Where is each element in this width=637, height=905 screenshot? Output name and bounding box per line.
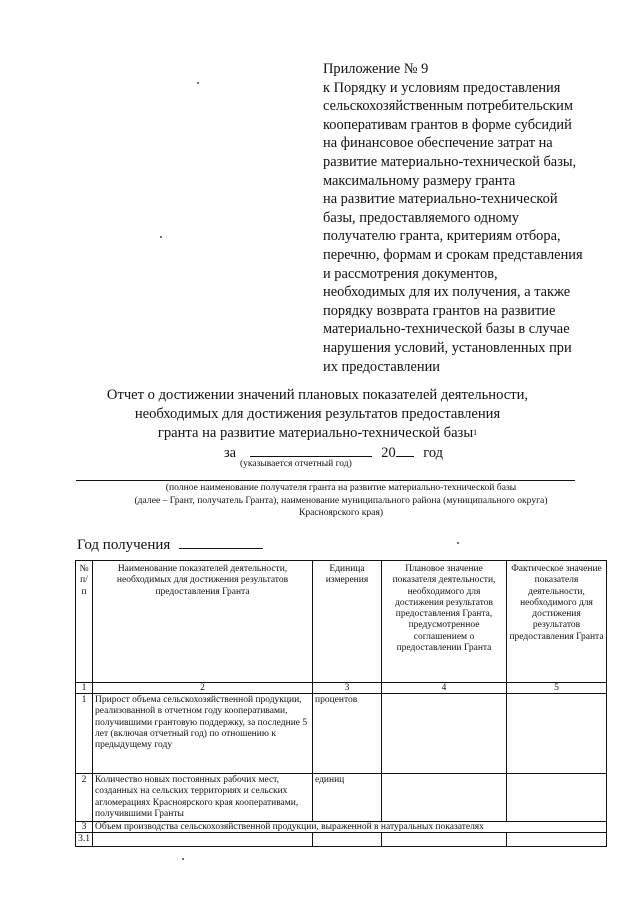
appendix-line: развитие материально-технической базы, [323, 153, 577, 170]
header-name: Наименование показателей деятельности, необходимых для достижения результатов предоставления Гранта [93, 561, 313, 683]
appendix-line: кооперативам грантов в форме субсидий [323, 116, 572, 133]
period-blank-field[interactable] [250, 442, 372, 457]
col-number: 3 [313, 683, 382, 694]
period-note: (указывается отчетный год) [240, 459, 352, 469]
for-label: за [224, 445, 237, 461]
col-number: 1 [76, 683, 93, 694]
row-name: Количество новых постоянных рабочих мест, созданных на сельских территориях и сельских агломерациях Красноярского края кооперативами, получившими Гранты [93, 774, 313, 822]
appendix-line: нарушения условий, установленных при [323, 339, 572, 356]
col-number: 4 [382, 683, 507, 694]
row-num: 2 [76, 774, 93, 822]
header-unit: Единица измерения [313, 561, 382, 683]
year-suffix: год [423, 445, 443, 461]
header-plan: Плановое значение показателя деятельности, необходимого для достижения результатов предоставления Гранта, предусмотренное соглашением о предоставлении Гранта [382, 561, 507, 683]
scan-speck [182, 858, 184, 860]
row-plan-cell[interactable] [382, 774, 507, 822]
row-unit: процентов [313, 694, 382, 774]
scan-speck [457, 542, 459, 544]
section-title: Объем производства сельскохозяйственной продукции, выраженной в натуральных показателях [93, 822, 607, 833]
indicators-table [75, 560, 607, 847]
report-title-line-last [60, 424, 575, 443]
appendix-line: сельскохозяйственным потребительским [323, 98, 573, 115]
scan-speck [197, 82, 199, 84]
appendix-line: к Порядку и условиям предоставления [323, 79, 561, 96]
year-received-label: Год получения [77, 537, 171, 553]
report-title [60, 386, 575, 443]
row-fact-cell[interactable] [507, 833, 607, 847]
recipient-note-line: Красноярского края) [298, 507, 384, 519]
appendix-line: на финансовое обеспечение затрат на [323, 135, 553, 152]
appendix-line: материально-технической базы в случае [323, 321, 570, 338]
footnote-mark: 1 [473, 428, 478, 437]
appendix-line: на развитие материально-технической [323, 191, 558, 208]
row-name-cell[interactable] [93, 833, 313, 847]
report-title-line: Отчет о достижении значений плановых показателей деятельности, [106, 387, 529, 403]
appendix-title: Приложение № 9 [323, 61, 429, 77]
table-section-row [76, 822, 607, 833]
scan-speck [160, 236, 162, 238]
year-blank-field[interactable] [396, 442, 414, 457]
year-received-row [77, 534, 263, 554]
table-row [76, 694, 607, 774]
recipient-note [76, 482, 606, 520]
appendix-line: порядку возврата грантов на развитие [323, 302, 556, 319]
row-fact-cell[interactable] [507, 774, 607, 822]
col-number: 2 [93, 683, 313, 694]
appendix-line: и рассмотрения документов, [323, 265, 498, 282]
recipient-note-line: (далее – Грант, получатель Гранта), наименование муниципального района (муниципального округа) [134, 494, 548, 506]
column-number-row [76, 683, 607, 694]
report-title-line: необходимых для достижения результатов предоставления [134, 406, 501, 422]
table-row [76, 833, 607, 847]
appendix-line: необходимых для их получения, а также [323, 284, 571, 301]
appendix-line: максимальному размеру гранта [323, 172, 516, 189]
table-header-row [76, 561, 607, 683]
appendix-block [323, 60, 623, 376]
row-num: 3.1 [76, 833, 93, 847]
header-fact: Фактическое значение показателя деятельности, необходимого для достижения результатов предоставления Гранта [507, 561, 607, 683]
header-num: № п/п [76, 561, 93, 683]
row-name: Прирост объема сельскохозяйственной продукции, реализованной в отчетном году кооперативами, получившими грантовую поддержку, за последние 5 лет (включая отчетный год) по отношению к предыдущему году [93, 694, 313, 774]
row-num: 1 [76, 694, 93, 774]
report-title-text: гранта на развитие материально-технической базы [157, 425, 474, 441]
year-received-field[interactable] [179, 534, 263, 549]
appendix-line: их предоставлении [323, 358, 440, 375]
row-plan-cell[interactable] [382, 694, 507, 774]
row-fact-cell[interactable] [507, 694, 607, 774]
year-prefix: 20 [381, 445, 396, 461]
appendix-line: получателю гранта, критериям отбора, [323, 228, 561, 245]
appendix-line: базы, предоставляемого одному [323, 209, 519, 226]
appendix-line: перечню, формам и срокам представления [323, 246, 583, 263]
recipient-name-blank-line[interactable] [76, 480, 575, 481]
row-unit: единиц [313, 774, 382, 822]
col-number: 5 [507, 683, 607, 694]
row-unit-cell[interactable] [313, 833, 382, 847]
row-plan-cell[interactable] [382, 833, 507, 847]
row-num: 3 [76, 822, 93, 833]
recipient-note-line: (полное наименование получателя гранта на развитие материально-технической базы [165, 482, 517, 493]
table-row [76, 774, 607, 822]
